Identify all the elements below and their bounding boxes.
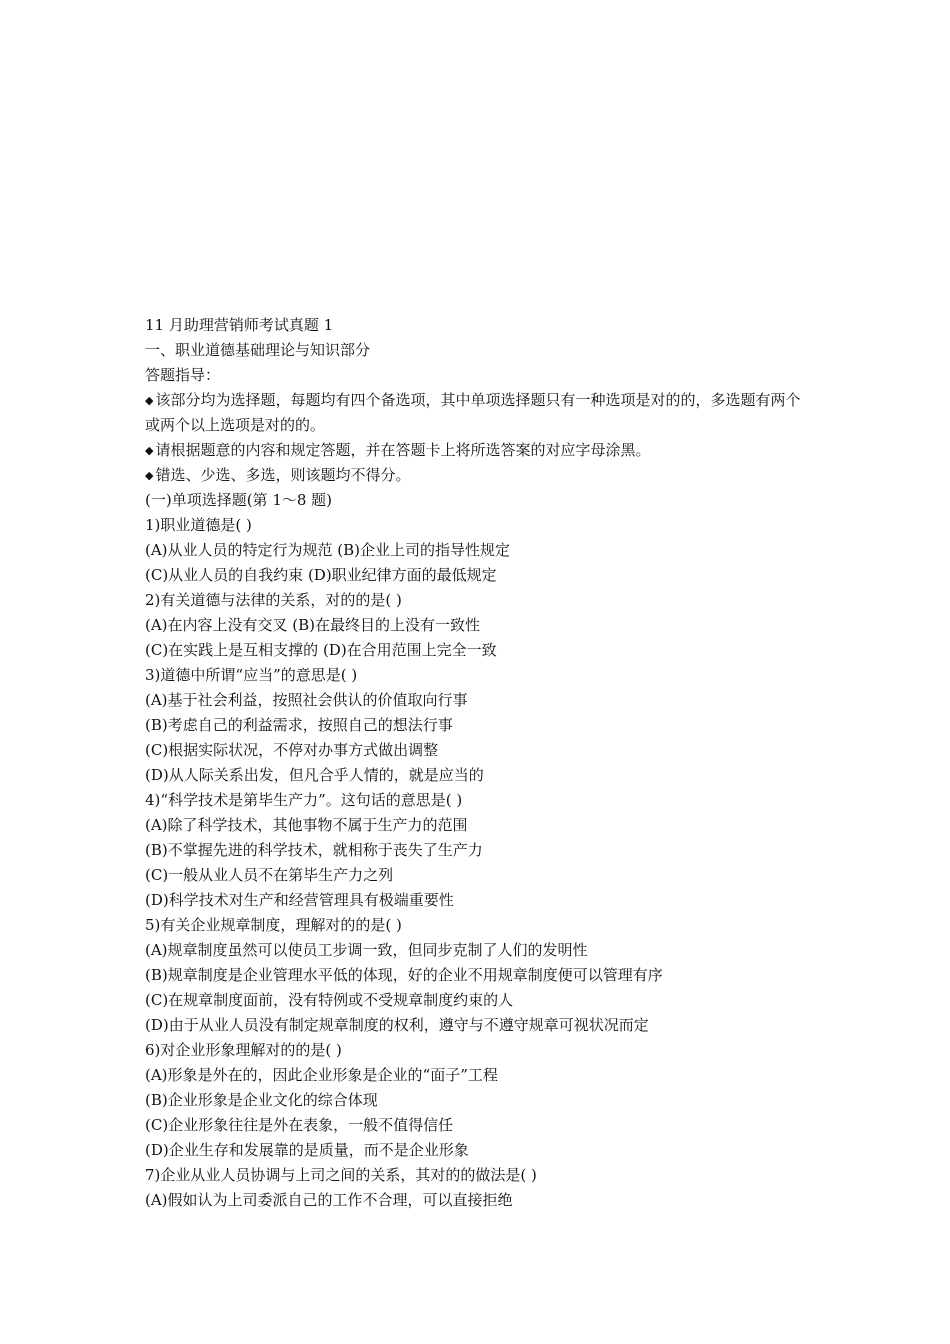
document-title: 11 月助理营销师考试真题 1 <box>145 316 334 334</box>
document-body <box>145 313 815 1213</box>
question-stem: 2)有关道德与法律的关系，对的的是( ) <box>145 591 402 609</box>
instruction-text: 该部分均为选择题，每题均有四个备选项，其中单项选择题只有一种选项是对的的，多选题有两个或两个以上选项是对的的。 <box>145 391 801 434</box>
guide-label: 答题指导： <box>145 366 221 384</box>
question-option: (D)从人际关系出发，但凡合乎人情的，就是应当的 <box>145 766 484 784</box>
instruction-text: 请根据题意的内容和规定答题，并在答题卡上将所选答案的对应字母涂黑。 <box>155 441 651 459</box>
question-option: (D)科学技术对生产和经营管理具有极端重要性 <box>145 891 454 909</box>
question-option: (A)从业人员的特定行为规范 (B)企业上司的指导性规定 <box>145 541 511 559</box>
question-stem: 3)道德中所谓“应当”的意思是( ) <box>145 666 358 684</box>
question-stem: 6)对企业形象理解对的的是( ) <box>145 1041 342 1059</box>
question-option: (C)根据实际状况，不停对办事方式做出调整 <box>145 741 439 759</box>
question-option: (A)假如认为上司委派自己的工作不合理，可以直接拒绝 <box>145 1191 513 1209</box>
question-option: (B)企业形象是企业文化的综合体现 <box>145 1091 378 1109</box>
question-option: (A)在内容上没有交叉 (B)在最终目的上没有一致性 <box>145 616 481 634</box>
question-option: (C)在实践上是互相支撑的 (D)在合用范围上完全一致 <box>145 641 497 659</box>
question-option: (C)一般从业人员不在第毕生产力之列 <box>145 866 394 884</box>
diamond-bullet-icon: ◆ <box>145 469 154 482</box>
instruction-item <box>145 438 815 463</box>
instruction-item <box>145 388 810 438</box>
question-option: (B)不掌握先进的科学技术，就相称于丧失了生产力 <box>145 841 483 859</box>
subsection-heading: (一)单项选择题(第 1～8 题) <box>145 491 333 509</box>
question-stem: 1)职业道德是( ) <box>145 516 252 534</box>
question-stem: 7)企业从业人员协调与上司之间的关系，其对的的做法是( ) <box>145 1166 537 1184</box>
question-option: (A)形象是外在的，因此企业形象是企业的“面子”工程 <box>145 1066 498 1084</box>
question-option: (B)规章制度是企业管理水平低的体现，好的企业不用规章制度便可以管理有序 <box>145 966 663 984</box>
section-heading: 一、职业道德基础理论与知识部分 <box>145 341 371 359</box>
instruction-item <box>145 463 815 488</box>
question-option: (B)考虑自己的利益需求，按照自己的想法行事 <box>145 716 453 734</box>
question-option: (D)由于从业人员没有制定规章制度的权利，遵守与不遵守规章可视状况而定 <box>145 1016 649 1034</box>
question-option: (C)从业人员的自我约束 (D)职业纪律方面的最低规定 <box>145 566 497 584</box>
question-option: (D)企业生存和发展靠的是质量，而不是企业形象 <box>145 1141 469 1159</box>
question-option: (A)规章制度虽然可以使员工步调一致，但同步克制了人们的发明性 <box>145 941 588 959</box>
question-stem: 5)有关企业规章制度，理解对的的是( ) <box>145 916 402 934</box>
question-option: (C)在规章制度面前，没有特例或不受规章制度约束的人 <box>145 991 514 1009</box>
diamond-bullet-icon: ◆ <box>145 444 154 457</box>
diamond-bullet-icon: ◆ <box>145 394 154 407</box>
question-option: (C)企业形象往往是外在表象，一般不值得信任 <box>145 1116 454 1134</box>
question-stem: 4)“科学技术是第毕生产力”。这句话的意思是( ) <box>145 791 463 809</box>
question-option: (A)基于社会利益，按照社会供认的价值取向行事 <box>145 691 468 709</box>
question-option: (A)除了科学技术，其他事物不属于生产力的范围 <box>145 816 468 834</box>
instruction-text: 错选、少选、多选，则该题均不得分。 <box>155 466 411 484</box>
